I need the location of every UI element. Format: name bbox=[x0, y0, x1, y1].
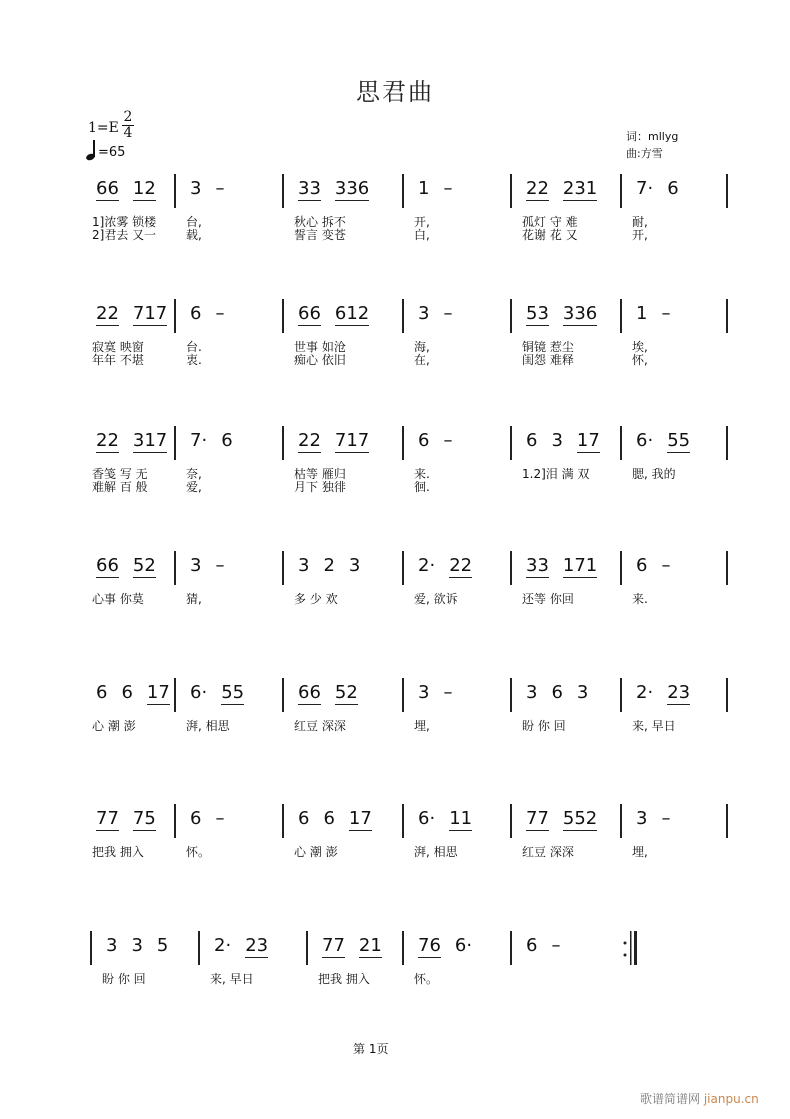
lyrics-verse-1: 爱, 欲诉 bbox=[414, 592, 458, 606]
lyrics-verse-1: 海, bbox=[414, 340, 430, 354]
note-group: – bbox=[215, 303, 225, 324]
note-group: 66 bbox=[96, 555, 119, 576]
measure-notes bbox=[190, 555, 238, 576]
note-group: 21 bbox=[358, 935, 382, 956]
note-group: – bbox=[551, 935, 561, 956]
note-group: 3 bbox=[636, 808, 648, 829]
credits bbox=[626, 128, 678, 162]
lyrics-verse-1: 还等 你回 bbox=[522, 592, 574, 606]
note-group: 77 bbox=[96, 808, 119, 829]
page-number: 第 1页 bbox=[353, 1042, 389, 1056]
lyricist: 词：mllyg bbox=[626, 130, 679, 143]
tempo-value: =65 bbox=[98, 145, 126, 160]
note-group: – bbox=[443, 178, 453, 199]
barline bbox=[174, 804, 176, 838]
lyrics-verse-2: 年年 不堪 bbox=[92, 353, 144, 367]
barline bbox=[282, 299, 284, 333]
note-group: 11 bbox=[449, 808, 473, 829]
note-group: 6 bbox=[96, 682, 108, 703]
note-group: 2 bbox=[323, 555, 335, 576]
barline bbox=[510, 426, 512, 460]
note-group: 6 bbox=[221, 430, 233, 451]
note-group: 17 bbox=[146, 682, 170, 703]
barline bbox=[620, 174, 622, 208]
note-group: 6· bbox=[190, 682, 208, 703]
lyrics-verse-1: 怀。 bbox=[186, 845, 211, 859]
note-group: 22 bbox=[449, 555, 473, 576]
lyrics-verse-2: 2]君去 又一 bbox=[92, 228, 157, 242]
note-group: 6· bbox=[418, 808, 436, 829]
note-group: 22 bbox=[96, 303, 119, 324]
lyrics-verse-2: 衷. bbox=[186, 353, 202, 367]
note-group: 6· bbox=[636, 430, 654, 451]
measure-notes bbox=[298, 178, 383, 199]
lyrics-verse-1: 寂寞 映窗 bbox=[92, 340, 144, 354]
measure-notes bbox=[214, 935, 282, 956]
barline bbox=[402, 931, 404, 965]
note-group: 77 bbox=[322, 935, 345, 956]
lyrics-verse-1: 多 少 欢 bbox=[294, 592, 338, 606]
note-group: 55 bbox=[667, 430, 691, 451]
note-group: 33 bbox=[298, 178, 321, 199]
measure-notes bbox=[96, 808, 170, 829]
note-group: 6 bbox=[551, 682, 563, 703]
note-group: 3 bbox=[298, 555, 310, 576]
lyrics-verse-1: 开, bbox=[414, 215, 430, 229]
barline bbox=[726, 299, 728, 333]
note-group: – bbox=[443, 303, 453, 324]
note-group: 3 bbox=[106, 935, 118, 956]
note-group: 336 bbox=[562, 303, 598, 324]
lyrics-verse-1: 怀。 bbox=[414, 972, 439, 986]
note-group: 55 bbox=[221, 682, 245, 703]
lyrics-verse-2: 白, bbox=[414, 228, 430, 242]
lyrics-verse-1: 埃, bbox=[632, 340, 648, 354]
barline bbox=[510, 299, 512, 333]
measure-notes bbox=[418, 303, 466, 324]
note-group: 7· bbox=[636, 178, 654, 199]
composer: 曲:方雪 bbox=[626, 147, 663, 160]
barline bbox=[402, 551, 404, 585]
measure-notes bbox=[190, 430, 247, 451]
barline bbox=[620, 804, 622, 838]
note-group: 552 bbox=[562, 808, 598, 829]
note-group: 717 bbox=[334, 430, 370, 451]
lyrics-verse-1: 台. bbox=[186, 340, 202, 354]
note-group: 66 bbox=[298, 682, 321, 703]
measure-notes bbox=[418, 430, 466, 451]
measure-notes bbox=[636, 303, 684, 324]
lyrics-verse-2: 痴心 依旧 bbox=[294, 353, 346, 367]
measure-notes bbox=[526, 808, 611, 829]
lyrics-verse-2: 载, bbox=[186, 228, 202, 242]
note-group: 2· bbox=[636, 682, 654, 703]
note-group: 23 bbox=[667, 682, 691, 703]
barline bbox=[402, 299, 404, 333]
barline bbox=[726, 174, 728, 208]
lyrics-verse-2: 月下 独徘 bbox=[294, 480, 346, 494]
note-group: 231 bbox=[562, 178, 598, 199]
measure-notes bbox=[526, 935, 574, 956]
note-group: 22 bbox=[526, 178, 549, 199]
measure-notes bbox=[418, 682, 466, 703]
note-group: 171 bbox=[562, 555, 598, 576]
note-group: 75 bbox=[132, 808, 156, 829]
barline bbox=[282, 804, 284, 838]
note-group: 336 bbox=[334, 178, 370, 199]
time-signature-top: 2 bbox=[123, 109, 133, 125]
note-group: – bbox=[215, 178, 225, 199]
note-group: 12 bbox=[132, 178, 156, 199]
barline bbox=[620, 678, 622, 712]
note-group: 1 bbox=[418, 178, 430, 199]
note-group: 52 bbox=[334, 682, 358, 703]
barline bbox=[282, 426, 284, 460]
note-group: 3 bbox=[526, 682, 538, 703]
repeat-end-icon bbox=[622, 931, 638, 971]
measure-notes bbox=[298, 430, 383, 451]
barline bbox=[306, 931, 308, 965]
lyrics-verse-1: 腮, 我的 bbox=[632, 467, 676, 481]
measure-notes bbox=[636, 682, 704, 703]
note-group: 6 bbox=[418, 430, 430, 451]
note-group: 2· bbox=[418, 555, 436, 576]
lyrics-verse-1: 湃, 相思 bbox=[186, 719, 230, 733]
barline bbox=[726, 678, 728, 712]
lyrics-verse-1: 红豆 深深 bbox=[522, 845, 574, 859]
note-group: 22 bbox=[298, 430, 321, 451]
barline bbox=[620, 551, 622, 585]
note-group: 22 bbox=[96, 430, 119, 451]
lyrics-verse-1: 心事 你莫 bbox=[92, 592, 144, 606]
lyrics-verse-1: 1]浓雾 锁楼 bbox=[92, 215, 157, 229]
lyrics-verse-2: 徊. bbox=[414, 480, 430, 494]
note-group: 77 bbox=[526, 808, 549, 829]
note-group: – bbox=[215, 808, 225, 829]
note-group: – bbox=[443, 682, 453, 703]
barline bbox=[620, 426, 622, 460]
barline bbox=[726, 426, 728, 460]
measure-notes bbox=[418, 178, 466, 199]
barline bbox=[510, 804, 512, 838]
note-group: 3 bbox=[190, 178, 202, 199]
note-group: 6 bbox=[636, 555, 648, 576]
note-group: 6 bbox=[190, 808, 202, 829]
note-group: – bbox=[443, 430, 453, 451]
lyrics-verse-2: 誓言 变苍 bbox=[294, 228, 346, 242]
tempo-marking bbox=[86, 140, 125, 160]
note-group: – bbox=[661, 555, 671, 576]
measure-notes bbox=[636, 555, 684, 576]
note-group: 6 bbox=[526, 430, 538, 451]
measure-notes bbox=[190, 808, 238, 829]
measure-notes bbox=[96, 555, 170, 576]
note-group: 23 bbox=[245, 935, 269, 956]
barline bbox=[402, 426, 404, 460]
note-group: 6 bbox=[323, 808, 335, 829]
measure-notes bbox=[636, 808, 684, 829]
lyrics-verse-1: 奈, bbox=[186, 467, 202, 481]
measure-notes bbox=[526, 430, 614, 451]
measure-notes bbox=[418, 808, 486, 829]
measure-notes bbox=[190, 682, 258, 703]
lyrics-verse-1: 1.2]泪 满 双 bbox=[522, 467, 590, 481]
lyrics-verse-2: 开, bbox=[632, 228, 648, 242]
measure-notes bbox=[298, 555, 374, 576]
song-title: 思君曲 bbox=[356, 78, 434, 106]
note-group: 17 bbox=[576, 430, 600, 451]
lyrics-verse-2: 怀, bbox=[632, 353, 648, 367]
note-group: 66 bbox=[298, 303, 321, 324]
note-group: 612 bbox=[334, 303, 370, 324]
measure-notes bbox=[322, 935, 396, 956]
note-group: 3 bbox=[576, 682, 589, 703]
lyrics-verse-2: 花谢 花 又 bbox=[522, 228, 578, 242]
barline bbox=[726, 804, 728, 838]
note-group: 5 bbox=[156, 935, 169, 956]
lyrics-verse-1: 盼 你 回 bbox=[102, 972, 146, 986]
lyrics-verse-1: 枯等 雁归 bbox=[294, 467, 346, 481]
barline bbox=[174, 174, 176, 208]
note-group: 3 bbox=[418, 303, 430, 324]
watermark-en: jianpu.cn bbox=[703, 1092, 759, 1106]
note-group: 3 bbox=[551, 430, 563, 451]
key-signature: 1=E bbox=[88, 120, 119, 136]
measure-notes bbox=[526, 682, 602, 703]
lyrics-verse-1: 世事 如沧 bbox=[294, 340, 346, 354]
lyrics-verse-1: 心 潮 澎 bbox=[92, 719, 136, 733]
barline bbox=[402, 678, 404, 712]
barline bbox=[282, 551, 284, 585]
measure-notes bbox=[190, 178, 238, 199]
lyrics-verse-1: 孤灯 守 难 bbox=[522, 215, 578, 229]
lyrics-verse-2: 难解 百 般 bbox=[92, 480, 148, 494]
lyrics-verse-1: 猜, bbox=[186, 592, 202, 606]
note-group: 317 bbox=[132, 430, 168, 451]
lyrics-verse-1: 盼 你 回 bbox=[522, 719, 566, 733]
measure-notes bbox=[298, 303, 383, 324]
measure-notes bbox=[96, 178, 170, 199]
measure-notes bbox=[96, 430, 181, 451]
measure-notes bbox=[526, 178, 611, 199]
barline bbox=[402, 174, 404, 208]
note-group: 66 bbox=[96, 178, 119, 199]
barline bbox=[402, 804, 404, 838]
barline bbox=[90, 931, 92, 965]
measure-notes bbox=[106, 935, 182, 956]
time-signature-bottom: 4 bbox=[123, 125, 133, 141]
measure-notes bbox=[636, 430, 704, 451]
note-group: 1 bbox=[636, 303, 648, 324]
lyrics-verse-1: 埋, bbox=[414, 719, 430, 733]
lyrics-verse-1: 来, 早日 bbox=[632, 719, 676, 733]
lyrics-verse-1: 来. bbox=[632, 592, 648, 606]
note-group: 76 bbox=[418, 935, 441, 956]
barline bbox=[510, 931, 512, 965]
watermark-cn: 歌谱简谱网 bbox=[640, 1092, 701, 1106]
barline bbox=[510, 551, 512, 585]
note-group: 2· bbox=[214, 935, 232, 956]
note-group: 6 bbox=[298, 808, 310, 829]
note-group: 6 bbox=[667, 178, 679, 199]
lyrics-verse-1: 香笺 写 无 bbox=[92, 467, 148, 481]
note-group: 6· bbox=[454, 935, 473, 956]
measure-notes bbox=[526, 303, 611, 324]
lyrics-verse-1: 湃, 相思 bbox=[414, 845, 458, 859]
lyrics-verse-1: 台, bbox=[186, 215, 202, 229]
lyrics-verse-1: 埋, bbox=[632, 845, 648, 859]
note-group: 33 bbox=[526, 555, 549, 576]
note-group: 3 bbox=[190, 555, 202, 576]
barline bbox=[510, 678, 512, 712]
barline bbox=[174, 551, 176, 585]
measure-notes bbox=[190, 303, 238, 324]
note-group: – bbox=[661, 808, 671, 829]
time-signature bbox=[122, 110, 134, 141]
measure-notes bbox=[96, 303, 181, 324]
lyrics-verse-2: 爱, bbox=[186, 480, 202, 494]
note-group: 3 bbox=[348, 555, 361, 576]
lyrics-verse-1: 红豆 深深 bbox=[294, 719, 346, 733]
lyrics-verse-2: 在, bbox=[414, 353, 430, 367]
quarter-note-icon bbox=[86, 140, 96, 160]
barline bbox=[282, 678, 284, 712]
measure-notes bbox=[96, 682, 184, 703]
barline bbox=[510, 174, 512, 208]
lyrics-verse-2: 闺怨 难释 bbox=[522, 353, 574, 367]
note-group: – bbox=[661, 303, 671, 324]
measure-notes bbox=[298, 682, 372, 703]
note-group: 52 bbox=[132, 555, 156, 576]
lyrics-verse-1: 铜镜 惹尘 bbox=[522, 340, 574, 354]
lyrics-verse-1: 来. bbox=[414, 467, 430, 481]
measure-notes bbox=[418, 555, 486, 576]
note-group: 17 bbox=[348, 808, 372, 829]
watermark bbox=[640, 1090, 759, 1107]
lyrics-verse-1: 把我 拥入 bbox=[92, 845, 144, 859]
note-group: 53 bbox=[526, 303, 549, 324]
measure-notes bbox=[418, 935, 486, 956]
note-group: 3 bbox=[418, 682, 430, 703]
lyrics-verse-1: 来, 早日 bbox=[210, 972, 254, 986]
lyrics-verse-1: 耐, bbox=[632, 215, 648, 229]
note-group: 7· bbox=[190, 430, 208, 451]
note-group: 3 bbox=[131, 935, 143, 956]
lyrics-verse-1: 把我 拥入 bbox=[318, 972, 370, 986]
measure-notes bbox=[526, 555, 611, 576]
lyrics-verse-1: 心 潮 澎 bbox=[294, 845, 338, 859]
note-group: 6 bbox=[526, 935, 538, 956]
measure-notes bbox=[636, 178, 693, 199]
note-group: 6 bbox=[121, 682, 133, 703]
measure-notes bbox=[298, 808, 386, 829]
barline bbox=[198, 931, 200, 965]
lyrics-verse-1: 秋心 拆不 bbox=[294, 215, 346, 229]
note-group: 717 bbox=[132, 303, 168, 324]
barline bbox=[282, 174, 284, 208]
barline bbox=[620, 299, 622, 333]
barline bbox=[726, 551, 728, 585]
note-group: – bbox=[215, 555, 225, 576]
note-group: 6 bbox=[190, 303, 202, 324]
